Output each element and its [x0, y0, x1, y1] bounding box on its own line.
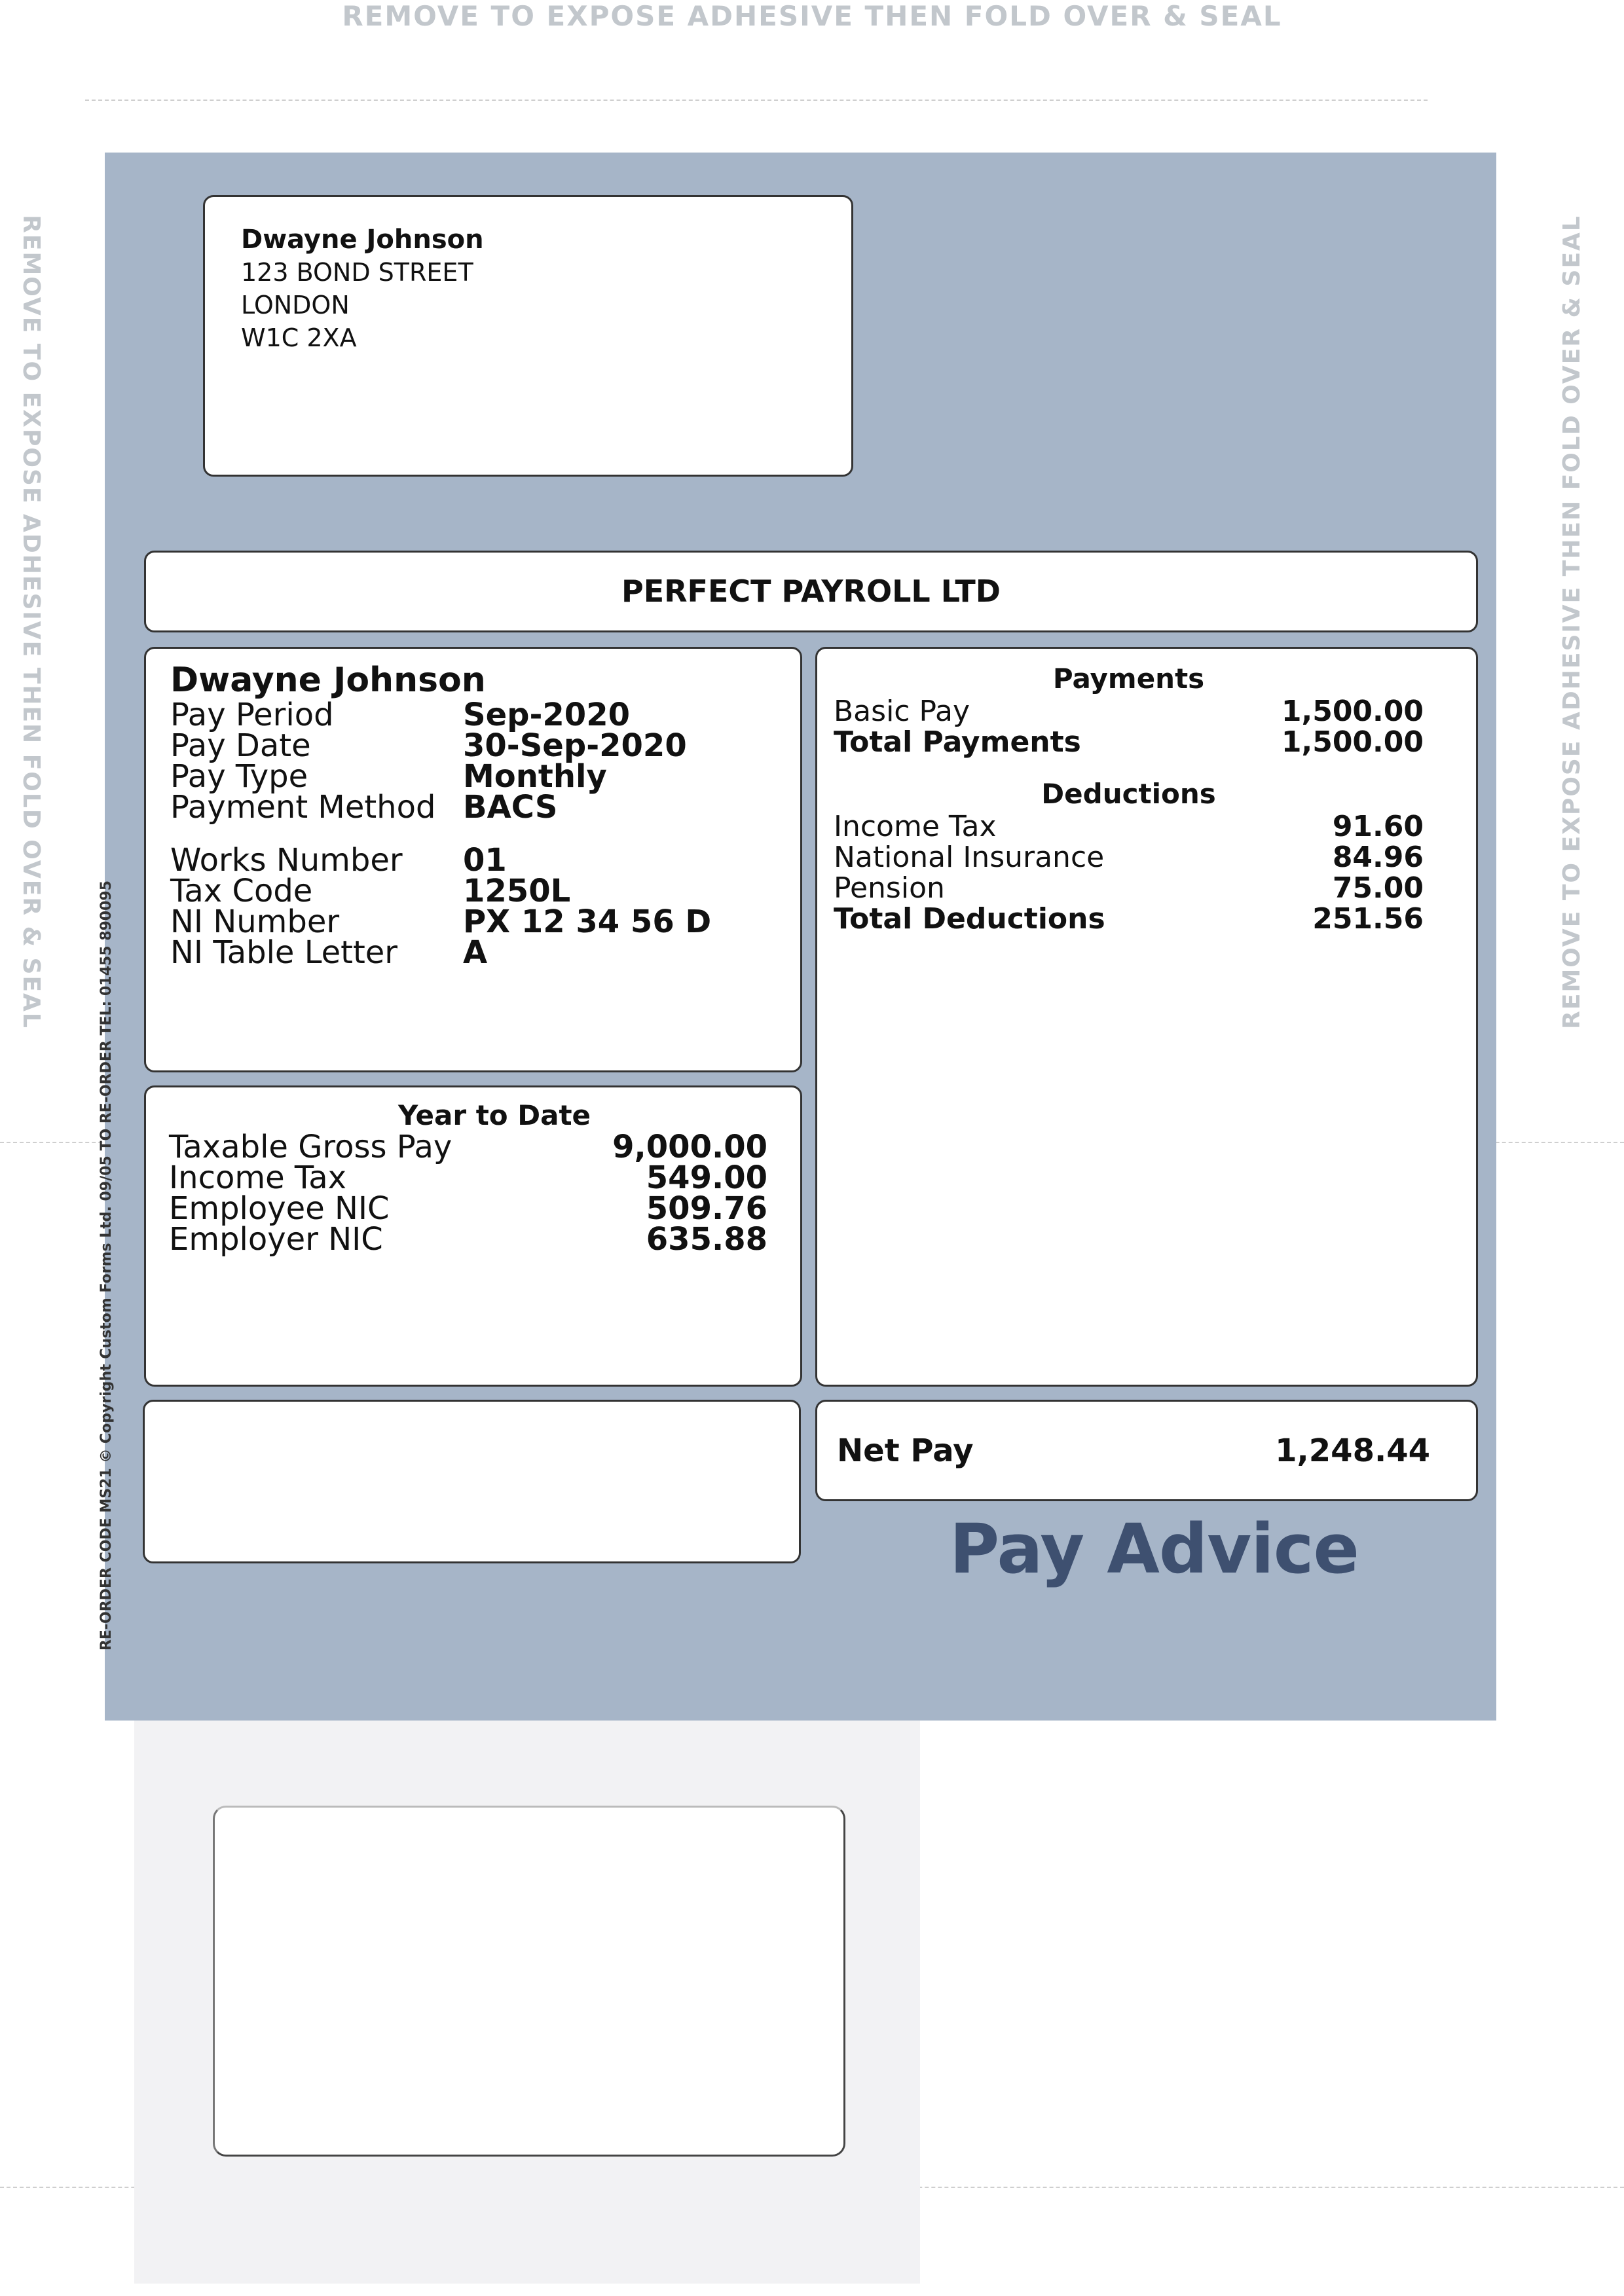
detail-row: Works Number 01: [170, 842, 507, 879]
year-to-date: [144, 1085, 802, 1387]
deduction-row: Pension 75.00: [834, 871, 1424, 905]
detail-row: Tax Code 1250L: [170, 873, 571, 909]
payments-title: Payments: [1052, 663, 1205, 695]
address-line-2: LONDON: [241, 291, 350, 319]
blank-message-box: [143, 1400, 801, 1563]
reorder-code: RE-ORDER CODE MS21 © Copyright Custom Forms Ltd. 09/05 TO RE-ORDER TEL: 01455 890095: [98, 880, 115, 1651]
address-name: Dwayne Johnson: [241, 225, 484, 255]
employee-name: Dwayne Johnson: [170, 661, 486, 700]
detail-row: Pay Type Monthly: [170, 758, 607, 795]
address-line-1: 123 BOND STREET: [241, 258, 473, 287]
envelope-window: [213, 1806, 845, 2157]
address-window: [203, 195, 853, 477]
ytd-title: Year to Date: [397, 1099, 591, 1131]
deduction-row: Income Tax 91.60: [834, 810, 1424, 843]
fold-instruction-right: REMOVE TO EXPOSE ADHESIVE THEN FOLD OVER & SEAL: [1559, 215, 1585, 1029]
detail-row: NI Table Letter A: [170, 934, 488, 971]
ytd-row: Employee NIC 509.76: [169, 1190, 767, 1227]
payment-total-row: Total Payments 1,500.00: [834, 725, 1424, 759]
employee-details: [144, 647, 802, 1072]
fold-instruction-top: REMOVE TO EXPOSE ADHESIVE THEN FOLD OVER & SEAL: [342, 0, 1282, 32]
address-line-3: W1C 2XA: [241, 323, 357, 352]
deduction-row: National Insurance 84.96: [834, 841, 1424, 874]
ytd-row: Taxable Gross Pay 9,000.00: [169, 1129, 767, 1165]
detail-row: Pay Date 30-Sep-2020: [170, 727, 687, 764]
deduction-total-row: Total Deductions 251.56: [834, 902, 1424, 936]
net-pay-box: [815, 1400, 1478, 1501]
net-pay-label: Net Pay: [837, 1432, 974, 1469]
perforation-top: [85, 100, 1428, 101]
envelope-window-area: [134, 1721, 920, 2284]
company-name: PERFECT PAYROLL LTD: [144, 551, 1478, 632]
payment-row: Basic Pay 1,500.00: [834, 695, 1424, 728]
ytd-row: Employer NIC 635.88: [169, 1221, 767, 1258]
pay-advice-title: Pay Advice: [950, 1509, 1359, 1589]
net-pay-amount: 1,248.44: [1275, 1432, 1430, 1469]
detail-row: NI Number PX 12 34 56 D: [170, 903, 712, 940]
payslip-panel: [98, 153, 1496, 1721]
deductions-title: Deductions: [1041, 778, 1216, 810]
fold-instruction-left: REMOVE TO EXPOSE ADHESIVE THEN FOLD OVER & SEAL: [18, 215, 45, 1029]
detail-row: Payment Method BACS: [170, 789, 558, 826]
payments-deductions: [815, 647, 1478, 1387]
ytd-row: Income Tax 549.00: [169, 1159, 767, 1196]
detail-row: Pay Period Sep-2020: [170, 697, 630, 733]
